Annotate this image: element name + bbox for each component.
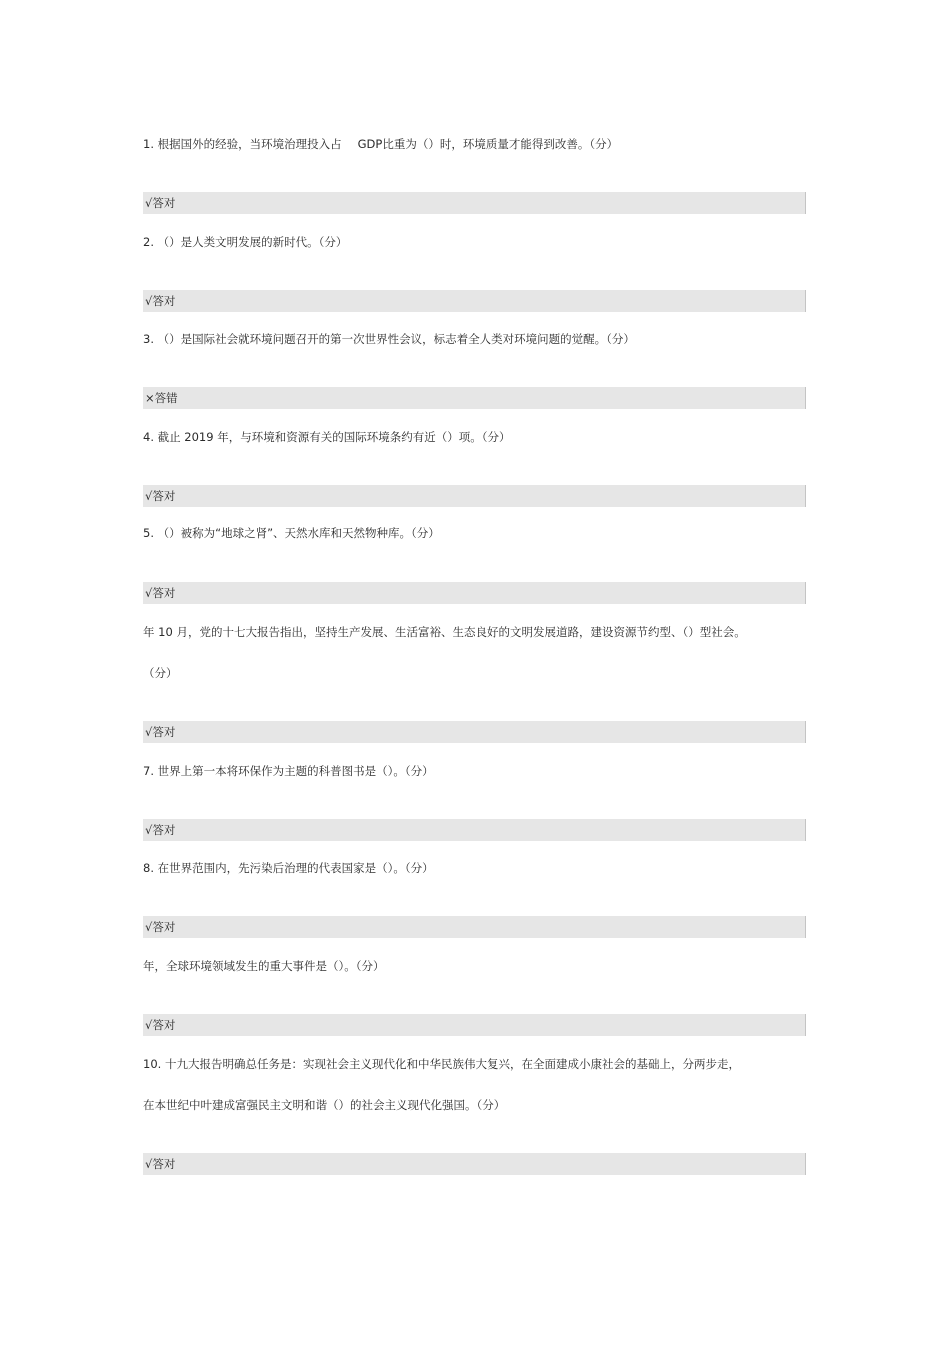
question-1-text: 1. 根据国外的经验，当环境治理投入占 — [143, 137, 342, 151]
answer-result-7: √答对 — [143, 819, 806, 841]
question-3: 3. （）是国际社会就环境问题召开的第一次世界性会议，标志着全人类对环境问题的觉醒。（分） — [143, 332, 635, 346]
question-9: 年，全球环境领域发生的重大事件是（）。（分） — [143, 959, 385, 973]
question-10: 10. 十九大报告明确总任务是：实现社会主义现代化和中华民族伟大复兴，在全面建成小康社会的基础上，分两步走， — [143, 1057, 740, 1071]
answer-result-2: √答对 — [143, 290, 806, 312]
answer-result-4: √答对 — [143, 485, 806, 507]
question-6-score: （分） — [143, 666, 178, 680]
question-2: 2. （）是人类文明发展的新时代。（分） — [143, 235, 348, 249]
answer-result-10: √答对 — [143, 1153, 806, 1175]
answer-result-5: √答对 — [143, 582, 806, 604]
answer-result-3: ×答错 — [143, 387, 806, 409]
answer-result-8: √答对 — [143, 916, 806, 938]
question-4: 4. 截止 2019 年，与环境和资源有关的国际环境条约有近（）项。（分） — [143, 430, 511, 444]
answer-result-1: √答对 — [143, 192, 806, 214]
question-10-line2: 在本世纪中叶建成富强民主文明和谐（）的社会主义现代化强国。（分） — [143, 1098, 506, 1112]
answer-result-6: √答对 — [143, 721, 806, 743]
question-5: 5. （）被称为“地球之肾”、天然水库和天然物种库。（分） — [143, 526, 440, 540]
question-7: 7. 世界上第一本将环保作为主题的科普图书是（）。（分） — [143, 764, 434, 778]
question-8: 8. 在世界范围内，先污染后治理的代表国家是（）。（分） — [143, 861, 434, 875]
question-1-text-tail: GDP比重为（）时，环境质量才能得到改善。（分） — [357, 137, 619, 151]
question-1 — [143, 137, 618, 151]
question-6: 年 10 月，党的十七大报告指出，坚持生产发展、生活富裕、生态良好的文明发展道路，建设资源节约型、（）型社会。 — [143, 625, 746, 639]
answer-result-9: √答对 — [143, 1014, 806, 1036]
